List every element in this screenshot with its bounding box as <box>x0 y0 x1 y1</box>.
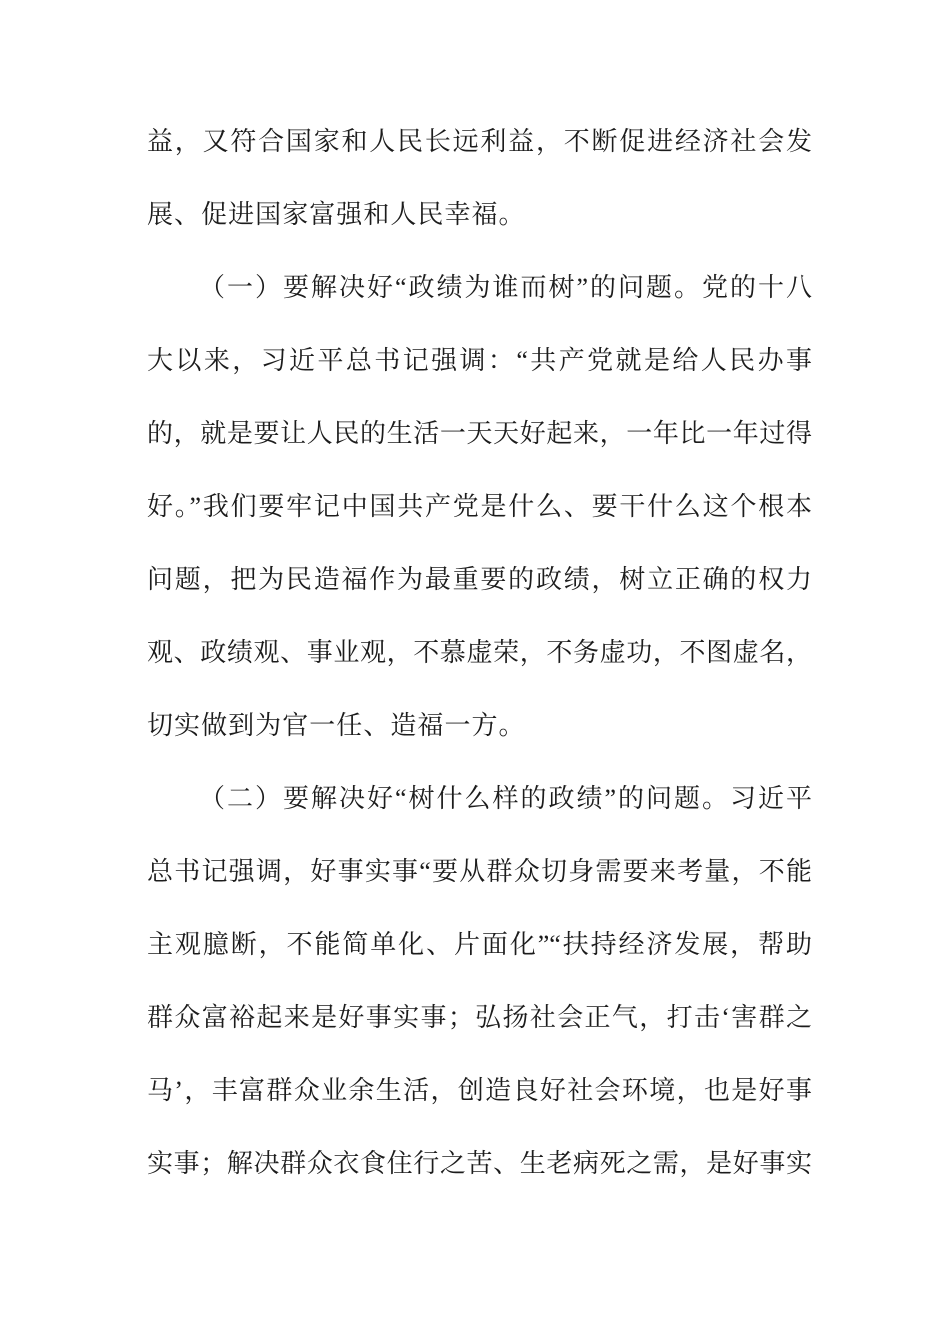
text-line: 群众富裕起来是好事实事；弘扬社会正气，打击‘害群之 <box>147 1003 812 1032</box>
text-line: 益，又符合国家和人民长远利益，不断促进经济社会发 <box>147 127 812 156</box>
text-line: 主观臆断，不能简单化、片面化”“扶持经济发展，帮助 <box>147 930 812 959</box>
text-line: 的，就是要让人民的生活一天天好起来，一年比一年过得 <box>147 419 812 448</box>
text-line: 观、政绩观、事业观，不慕虚荣，不务虚功，不图虚名， <box>147 638 812 667</box>
text-line: 问题，把为民造福作为最重要的政绩，树立正确的权力 <box>147 565 812 594</box>
text-line: 切实做到为官一任、造福一方。 <box>147 711 526 740</box>
text-line: 总书记强调，好事实事“要从群众切身需要来考量，不能 <box>147 857 812 886</box>
text-line: （一）要解决好“政绩为谁而树”的问题。党的十八 <box>199 273 812 302</box>
text-line: 展、促进国家富强和人民幸福。 <box>147 200 526 229</box>
text-line: （二）要解决好“树什么样的政绩”的问题。习近平 <box>199 784 812 813</box>
text-line: 大以来，习近平总书记强调：“共产党就是给人民办事 <box>147 346 812 375</box>
text-line: 马’，丰富群众业余生活，创造良好社会环境，也是好事 <box>147 1076 812 1105</box>
text-line: 好。”我们要牢记中国共产党是什么、要干什么这个根本 <box>147 492 812 521</box>
document-body <box>147 105 812 1200</box>
text-line: 实事；解决群众衣食住行之苦、生老病死之需，是好事实 <box>147 1149 812 1178</box>
